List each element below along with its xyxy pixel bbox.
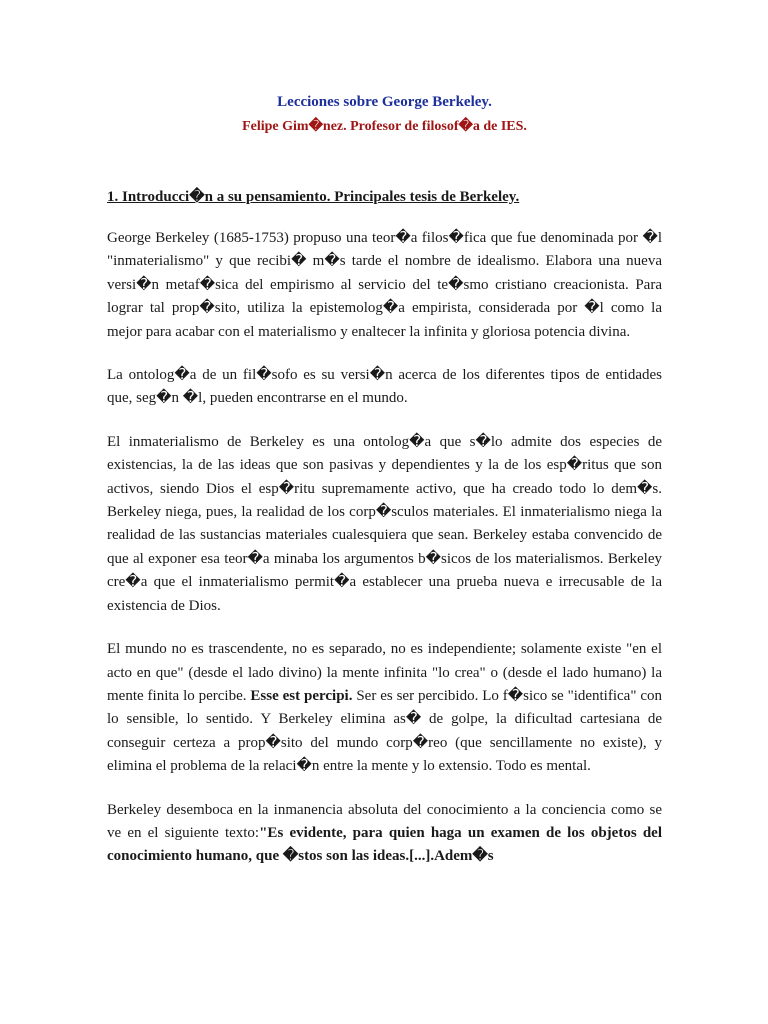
paragraph-intro: George Berkeley (1685-1753) propuso una teor�a filos�fica que fue denominada por �l "inmaterialismo" y que recibi� m�s tarde el nombre de idealismo. Elabora una nueva versi�n metaf�sica del empirismo al servicio del te�smo cristiano creacionista. Para lograr tal prop�sito, utiliza la epistemolog�a empirista, considerada por �l como la mejor para acabar con el materialismo y enaltecer la infinita y gloriosa potencia divina.: [107, 230, 662, 340]
paragraph-immanence-text: Berkeley desemboca en la inmanencia absoluta del conocimiento a la conciencia como se ve en el siguiente texto:: [107, 801, 662, 841]
document-page: [107, 92, 662, 869]
paragraph-world-text-2: Ser es ser percibido. Lo f�sico se "identifica" con lo sensible, lo sentido. Y Berkeley elimina as� de golpe, la dificultad cartesiana de conseguir certeza a prop�sito del mundo corp�reo (que sencillamente no existe), y elimina el problema de la relaci�n entre la mente y lo extensio. Todo es mental.: [107, 687, 662, 775]
document-author: Felipe Gim�nez. Profesor de filosof�a de IES.: [242, 119, 527, 134]
paragraph-ontology: La ontolog�a de un fil�sofo es su versi�n acerca de los diferentes tipos de entidades que, seg�n �l, pueden encontrarse en el mundo.: [107, 367, 662, 407]
esse-est-percipi: Esse est percipi.: [250, 687, 353, 704]
paragraph-world-text-1: El mundo no es trascendente, no es separado, no es independiente; solamente existe "en el acto en que" (desde el lado divino) la mente infinita "lo crea" o (desde el lado humano) la mente finita lo percibe.: [107, 641, 662, 704]
paragraph-immanence: [107, 799, 662, 869]
section-heading: 1. Introducci�n a su pensamiento. Principales tesis de Berkeley.: [107, 189, 520, 205]
paragraph-world: [107, 638, 662, 778]
berkeley-quote: "Es evidente, para quien haga un examen de los objetos del conocimiento humano, que �stos son las ideas.[...].Adem�s: [107, 824, 662, 865]
paragraph-immaterialism: El inmaterialismo de Berkeley es una ontolog�a que s�lo admite dos especies de existencias, la de las ideas que son pasivas y dependientes y la de los esp�ritus que son activos, siendo Dios el esp�ritu supremamente activo, que ha creado todo lo dem�s. Berkeley niega, pues, la realidad de los corp�sculos materiales. El inmaterialismo niega la realidad de las sustancias materiales cualesquiera que sean. Berkeley estaba convencido de que al exponer esa teor�a minaba los argumentos b�sicos de los materialismos. Berkeley cre�a que el inmaterialismo permit�a establecer una prueba nueva e irrecusable de la existencia de Dios.: [107, 433, 662, 614]
document-title: Lecciones sobre George Berkeley.: [277, 94, 492, 110]
